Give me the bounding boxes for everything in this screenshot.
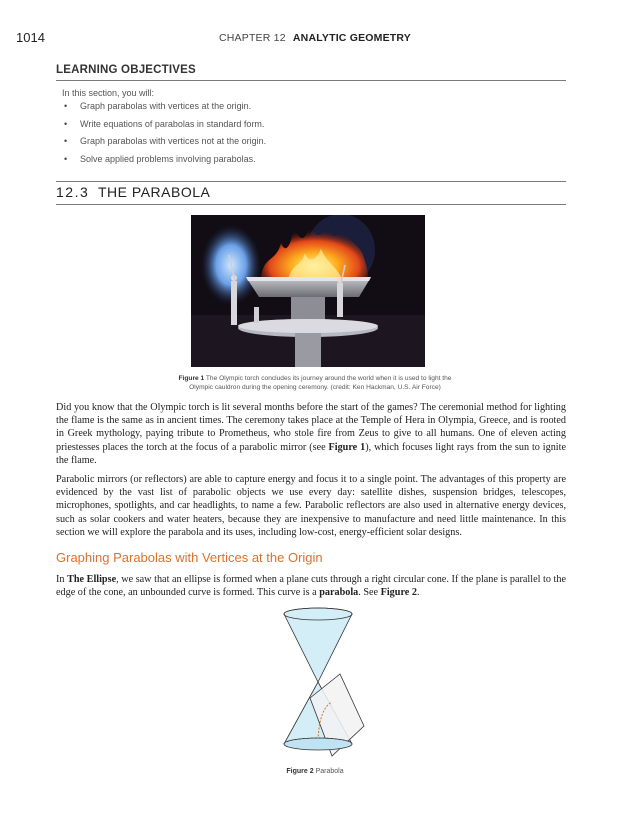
- divider: [56, 80, 566, 81]
- learning-objectives-title: LEARNING OBJECTIVES: [56, 64, 196, 76]
- text-run: In: [56, 574, 68, 585]
- text-run: Did you know that the Olympic torch is lit several months before the start of the games? The ceremonial method for lighting the flame is the same as in ancient times. The ceremony takes place at the Temple of Hera in Olympia, Greece, and is rooted in Greek mythology, paying tribute to Prometheus, who stole fire from Zeus to give to all humans. One of eleven acting priestesses places the torch at the focus of a parabolic mirror (see: [56, 402, 566, 453]
- section-number: 12.3: [56, 184, 90, 200]
- running-header: [0, 32, 630, 44]
- figure-label: Figure 1: [178, 375, 205, 382]
- caption-text: Parabola: [315, 768, 344, 775]
- text-run: . See: [358, 587, 381, 599]
- objective-item: • Write equations of parabolas in standard form.: [62, 116, 266, 134]
- cone-parabola-diagram: [268, 606, 368, 766]
- page-number: 1014: [16, 30, 45, 45]
- key-term: parabola: [319, 587, 359, 599]
- figure-reference[interactable]: Figure 2: [380, 587, 417, 599]
- parabolic-mirrors-paragraph: Parabolic mirrors (or reflectors) are able to capture energy and focus it to a single point. The advantages of this property are evidenced by the vast list of parabolic objects we use every day: satellite dishes, suspension bridges, telescopes, microphones, spotlights, and car headlights, to name a few. Parabolic reflectors are also used in alternative energy devices, such as solar cookers and water heaters, because they are inexpensive to manufacture and need little maintenance. In this section we will explore the parabola and its uses, including low-cost, energy-efficient solar designs.: [56, 474, 566, 538]
- caption-text: The Olympic torch concludes its journey around the world when it is used to light the: [205, 375, 452, 382]
- objective-item: • Solve applied problems involving parabolas.: [62, 151, 266, 169]
- figure-label: Figure 2: [286, 768, 314, 775]
- figure-2-caption: [0, 768, 630, 775]
- section-heading: [56, 184, 210, 200]
- divider: [56, 204, 566, 205]
- figure-1-caption: [150, 374, 480, 392]
- subsection-heading: Graphing Parabolas with Vertices at the Origin: [56, 550, 323, 565]
- figure-reference[interactable]: Figure 1: [328, 441, 366, 453]
- objective-item: • Graph parabolas with vertices not at the origin.: [62, 133, 266, 151]
- caption-text: Olympic cauldron during the opening ceremony. (credit: Ken Hackman, U.S. Air Force): [189, 384, 441, 391]
- objective-item: • Graph parabolas with vertices at the origin.: [62, 98, 266, 116]
- objectives-list: [62, 98, 266, 168]
- intro-paragraph: [56, 401, 566, 467]
- ellipse-paragraph: [56, 573, 566, 599]
- olympic-cauldron-photo: [191, 215, 425, 367]
- section-title: THE PARABOLA: [98, 184, 211, 200]
- section-reference[interactable]: The Ellipse: [67, 574, 117, 585]
- chapter-label: CHAPTER 12: [218, 32, 286, 44]
- text-run: ), which focuses light rays from the sun to ignite the flame.: [56, 441, 566, 466]
- divider: [56, 181, 566, 182]
- chapter-title: ANALYTIC GEOMETRY: [292, 32, 412, 44]
- text-run: , we saw that an ellipse is formed when a plane cuts through a right circular cone. If the plane is parallel to the edge of the cone, an unbounded curve is formed. This curve is a: [56, 574, 566, 599]
- objectives-intro: In this section, you will:: [62, 88, 155, 98]
- text-run: .: [416, 587, 420, 599]
